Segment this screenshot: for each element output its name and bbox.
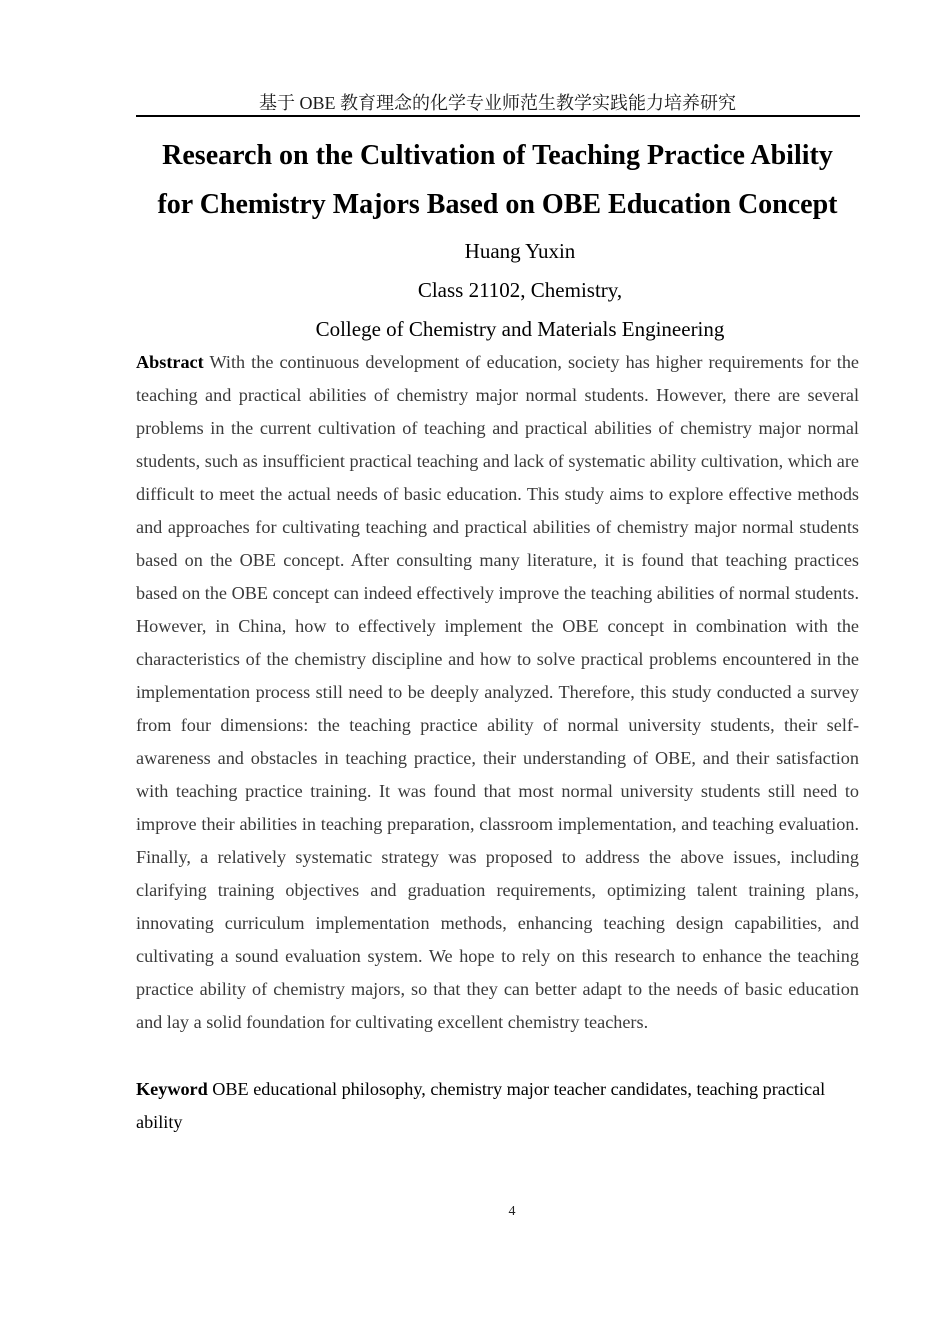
author-class: Class 21102, Chemistry, [417, 278, 623, 302]
header-rule [136, 115, 860, 117]
abstract-text: With the continuous development of education, society has higher requirements for the teaching and practical abilities of chemistry major normal students. However, there are several problems in the current cultivation of teaching and practical abilities of chemistry major normal students, such as insufficient practical teaching and lack of systematic ability cultivation, which are difficult to meet the actual needs of basic education. This study aims to explore effective methods and approaches for cultivating teaching and practical abilities of chemistry major normal students based on the OBE concept. After consulting many literature, it is found that teaching practices based on the OBE concept can indeed effectively improve the teaching abilities of normal students. However, in China, how to effectively implement the OBE concept in combination with the characteristics of the chemistry discipline and how to solve practical problems encountered in the implementation process still need to be deeply analyzed. Therefore, this study conducted a survey from four dimensions: the teaching practice ability of normal university students, their self-awareness and obstacles in teaching practice, their understanding of OBE, and their satisfaction with teaching practice training. It was found that most normal university students still need to improve their abilities in teaching preparation, classroom implementation, and teaching evaluation. Finally, a relatively systematic strategy was proposed to address the above issues, including clarifying training objectives and graduation requirements, optimizing talent training plans, innovating curriculum implementation methods, enhancing teaching design capabilities, and cultivating a sound evaluation system. We hope to rely on this research to enhance the teaching practice ability of chemistry majors, so that they can better adapt to the needs of basic education and lay a solid foundation for cultivating excellent chemistry teachers. [136, 352, 860, 1032]
abstract-label: Abstract [136, 352, 204, 372]
keyword-paragraph [136, 1073, 859, 1139]
paper-title-line-2: for Chemistry Majors Based on OBE Education Concept [157, 189, 838, 220]
paper-title [100, 131, 895, 229]
keyword-label: Keyword [136, 1079, 208, 1099]
author-name: Huang Yuxin [464, 239, 576, 263]
running-header: 基于 OBE 教育理念的化学专业师范生教学实践能力培养研究 [259, 93, 736, 113]
keyword-text: OBE educational philosophy, chemistry major teacher candidates, teaching practical ability [136, 1079, 826, 1132]
paper-title-line-1: Research on the Cultivation of Teaching Practice Ability [162, 140, 833, 171]
author-college: College of Chemistry and Materials Engineering [315, 317, 725, 341]
author-block [136, 232, 904, 349]
page-number: 4 [508, 1204, 516, 1219]
abstract-paragraph [136, 346, 859, 1039]
